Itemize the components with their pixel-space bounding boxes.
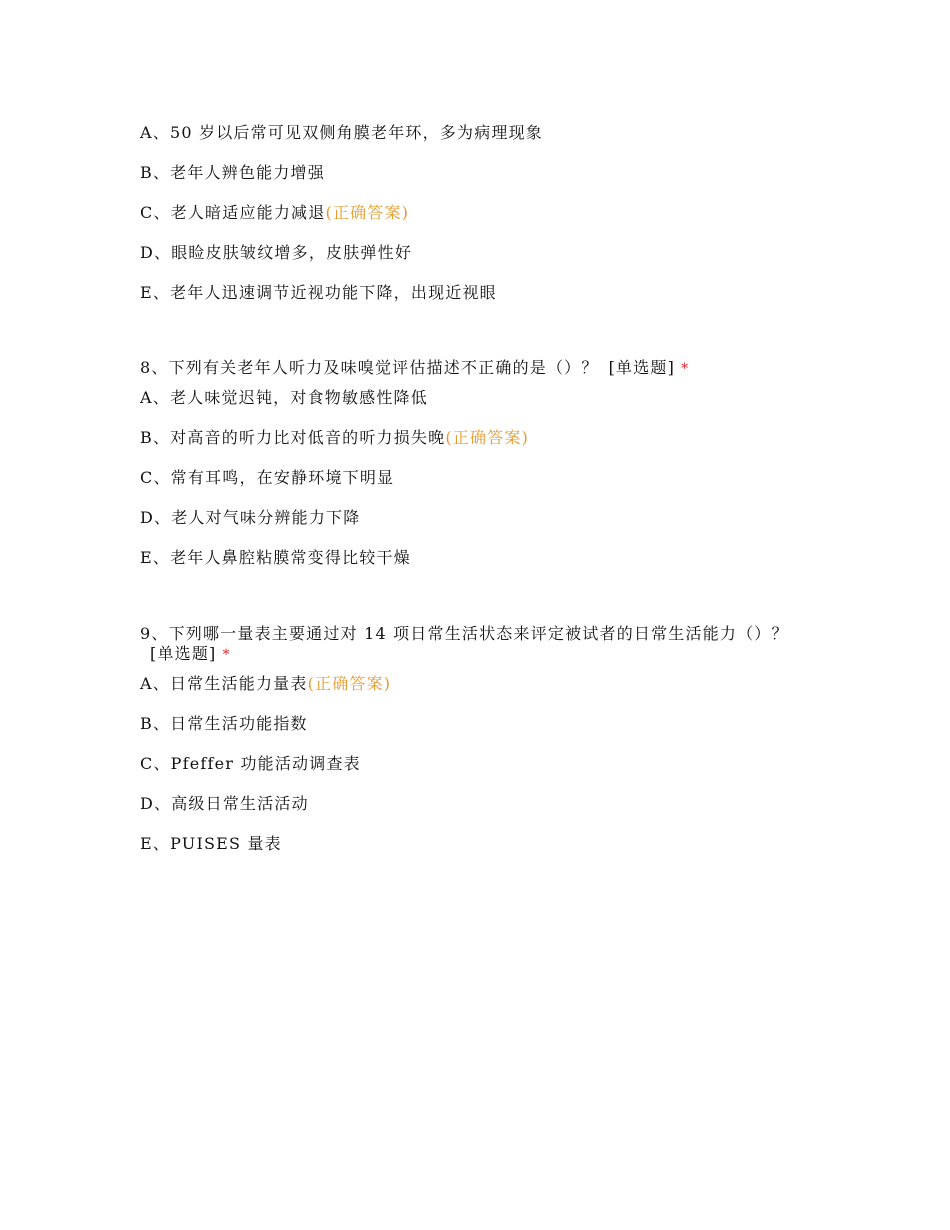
correct-answer-mark: (正确答案) xyxy=(307,674,392,693)
question-text: 9、下列哪一量表主要通过对 14 项日常生活状态来评定被试者的日常生活能力（）？ xyxy=(140,624,789,643)
required-mark: * xyxy=(222,647,231,663)
option-text: E、PUISES 量表 xyxy=(140,834,282,853)
q9-stem xyxy=(140,624,789,644)
option-text: E、老年人迅速调节近视功能下降，出现近视眼 xyxy=(140,283,497,302)
option-text: D、高级日常生活活动 xyxy=(140,794,309,813)
option-text: B、对高音的听力比对低音的听力损失晚 xyxy=(140,428,446,447)
question-text: 8、下列有关老年人听力及味嗅觉评估描述不正确的是（）？ xyxy=(140,358,599,377)
question-type-tag: [单选题] xyxy=(150,644,217,663)
option-text: A、老人味觉迟钝，对食物敏感性降低 xyxy=(140,388,428,407)
q9-stem-tag-line xyxy=(150,644,231,665)
q8-option-a xyxy=(140,388,428,408)
q7-option-c xyxy=(140,203,409,223)
option-text: C、常有耳鸣，在安静环境下明显 xyxy=(140,468,395,487)
option-text: C、老人暗适应能力减退 xyxy=(140,203,326,222)
q9-option-d xyxy=(140,794,309,814)
option-text: B、老年人辨色能力增强 xyxy=(140,163,325,182)
option-text: D、眼睑皮肤皱纹增多，皮肤弹性好 xyxy=(140,243,413,262)
q9-option-e xyxy=(140,834,282,854)
q7-option-b xyxy=(140,163,325,183)
q7-option-d xyxy=(140,243,412,263)
question-type-tag: [单选题] xyxy=(608,358,676,377)
q7-option-e xyxy=(140,283,497,303)
q9-option-c xyxy=(140,754,361,774)
correct-answer-mark: (正确答案) xyxy=(445,428,530,447)
option-text: D、老人对气味分辨能力下降 xyxy=(140,508,361,527)
correct-answer-mark: (正确答案) xyxy=(325,203,410,222)
q8-option-b xyxy=(140,428,529,448)
option-text: C、Pfeffer 功能活动调查表 xyxy=(140,754,361,773)
option-text: A、50 岁以后常可见双侧角膜老年环，多为病理现象 xyxy=(140,123,544,142)
q8-option-e xyxy=(140,548,411,568)
q8-option-c xyxy=(140,468,394,488)
q9-option-b xyxy=(140,714,308,734)
option-text: E、老年人鼻腔粘膜常变得比较干燥 xyxy=(140,548,411,567)
q7-option-a xyxy=(140,123,543,143)
option-text: A、日常生活能力量表 xyxy=(140,674,308,693)
q8-option-d xyxy=(140,508,360,528)
option-text: B、日常生活功能指数 xyxy=(140,714,308,733)
q8-stem xyxy=(140,358,689,379)
q9-option-a xyxy=(140,674,391,694)
required-mark: * xyxy=(681,361,690,377)
